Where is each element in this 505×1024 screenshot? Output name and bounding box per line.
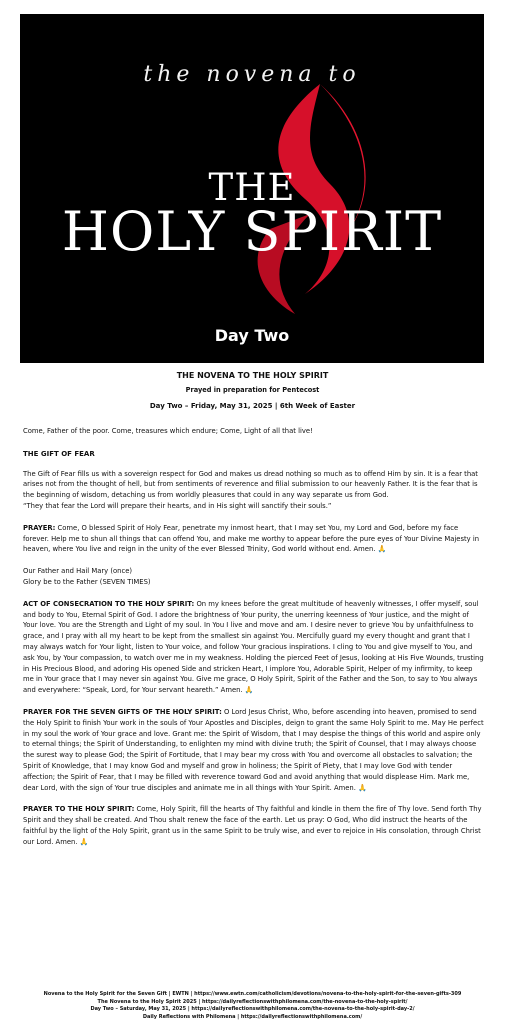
banner-day: Day Two — [214, 326, 290, 345]
source-footer — [0, 991, 505, 1021]
footer-line-day-two: Day Two – Saturday, May 31, 2025 | https://dailyreflectionswithphilomena.com/the-novena-to-the-holy-spirit-day-2/ — [90, 1006, 415, 1012]
glory-be-line: Glory be to the Father (SEVEN TIMES) — [23, 577, 151, 586]
holy-spirit-prayer-text: Come, Holy Spirit, fill the hearts of Thy faithful and kindle in them the fire of Thy love. Send forth Thy Spirit and they shall be created. And Thou shalt renew the face of the earth. Let us pray: O God, Who did instruct the hearts of the faithful by the light of the Holy Spirit, grant us in the same Spirit to be truly wise, and ever to rejoice in His consolation, through Christ our Lord. Amen. — [23, 805, 482, 846]
gift-paragraph — [23, 469, 485, 512]
gift-text: The Gift of Fear fills us with a sovereign respect for God and makes us dread nothing so much as to offend Him by sin. It is a fear that arises not from the thought of hell, but from sentiments of reverence and filial submission to our heavenly Father. It is the fear that is the beginning of wisdom, detaching us from worldly pleasures that could in any way separate us from God. — [23, 469, 478, 500]
praying-hands-icon: 🙏 — [377, 545, 387, 554]
prayer-paragraph — [23, 523, 485, 555]
seven-gifts-label: PRAYER FOR THE SEVEN GIFTS OF THE HOLY SPIRIT: — [23, 707, 222, 716]
page-title: THE NOVENA TO THE HOLY SPIRIT — [176, 371, 329, 380]
our-father-line: Our Father and Hail Mary (once) — [23, 567, 133, 576]
seven-gifts-paragraph — [23, 707, 485, 793]
footer-line-site: Daily Reflections with Philomena | https://dailyreflectionswithphilomena.com/ — [142, 1013, 363, 1020]
novena-banner — [20, 14, 484, 363]
page-subtitle: Prayed in preparation for Pentecost — [185, 386, 320, 394]
novena-content — [23, 426, 485, 859]
praying-hands-icon: 🙏 — [244, 686, 254, 695]
consecration-paragraph — [23, 599, 485, 696]
praying-hands-icon: 🙏 — [79, 837, 89, 846]
date-line: Day Two – Friday, May 31, 2025 | 6th Week of Easter — [149, 402, 356, 410]
holy-spirit-prayer-label: PRAYER TO THE HOLY SPIRIT: — [23, 805, 135, 814]
prayer-label: PRAYER: — [23, 523, 56, 532]
gift-heading: THE GIFT OF FEAR — [23, 449, 95, 458]
footer-line-novena: The Novena to the Holy Spirit 2025 | https://dailyreflectionswithphilomena.com/the-novena-to-the-holy-spirit/ — [97, 998, 408, 1005]
intro-text: Come, Father of the poor. Come, treasures which endure; Come, Light of all that live! — [23, 427, 313, 435]
banner-title-holy-spirit: HOLY SPIRIT — [61, 200, 443, 263]
recitation-paragraph — [23, 566, 485, 588]
banner-title-the: THE — [208, 166, 296, 209]
footer-line-ewtn: Novena to the Holy Spirit for the Seven Gift | EWTN | https://www.ewtn.com/catholicism/devotions/novena-to-the-holy-spirit-for-the-seven-gifts-309 — [43, 991, 462, 997]
gift-quote: “They that fear the Lord will prepare their hearts, and in His sight will sanctify their souls.” — [23, 501, 332, 510]
holy-spirit-prayer-paragraph — [23, 804, 485, 847]
consecration-label: ACT OF CONSECRATION TO THE HOLY SPIRIT: — [23, 599, 195, 608]
seven-gifts-text: O Lord Jesus Christ, Who, before ascending into heaven, promised to send the Holy Spirit to finish Your work in the souls of Your Apostles and Disciples, deign to grant the same Holy Spirit to me. May He perfect in my soul the work of Your grace and love. Grant me: the Spirit of Wisdom, that I may despise the things of this world and aspire only to eternal things; the Spirit of Understanding, to enlighten my mind with divine truth; the Spirit of Counsel, that I may always choose the surest way to please God; the Spirit of Fortitude, that I may bear my cross with You and overcome all obstacles to salvation; the Spirit of Knowledge, that I may know God and myself and grow in holiness; the Spirit of Piety, that I may love God with tender affection; the Spirit of Fear, that I may be filled with reverence toward God and avoid anything that would displease Him. Mark me, dear Lord, with the sign of Your true disciples and animate me in all things with Your Spirit. Amen. — [23, 707, 484, 792]
banner-subtitle: the novena to — [143, 62, 361, 87]
prayer-text: Come, O blessed Spirit of Holy Fear, penetrate my inmost heart, that I may set You, my Lord and God, before my face forever. Help me to shun all things that can offend You, and make me worthy to appear before the pure eyes of Your Divine Majesty in heaven, where You live and reign in the unity of the ever Blessed Trinity, God world without end. Amen. — [23, 523, 480, 554]
praying-hands-icon: 🙏 — [358, 783, 367, 792]
banner-title — [20, 166, 484, 263]
consecration-text: On my knees before the great multitude of heavenly witnesses, I offer myself, soul and body to You, Eternal Spirit of God. I adore the brightness of Your purity, the unerring keenness of Your justice, and the might of Your love. You are the Strength and Light of my soul. In You I live and move and am. I desire never to grieve You by unfaithfulness to grace, and I pray with all my heart to be kept from the smallest sin against You. Mercifully guard my every thought and grant that I may always watch for Your light, listen to Your voice, and follow Your gracious inspirations. I cling to You and give myself to You, and ask You, by Your compassion, to watch over me in my weakness. Holding the pierced Feet of Jesus, looking at His Five Wounds, trusting in His Precious Blood, and adoring His opened Side and stricken Heart, I implore You, Adorable Spirit, Helper of my infirmity, to keep me in Your grace that I may never sin against You. Give me grace, O Holy Spirit, Spirit of the Father and the Son, to say to You always and everywhere: “Speak, Lord, for Your servant heareth.” Amen. — [23, 599, 484, 695]
